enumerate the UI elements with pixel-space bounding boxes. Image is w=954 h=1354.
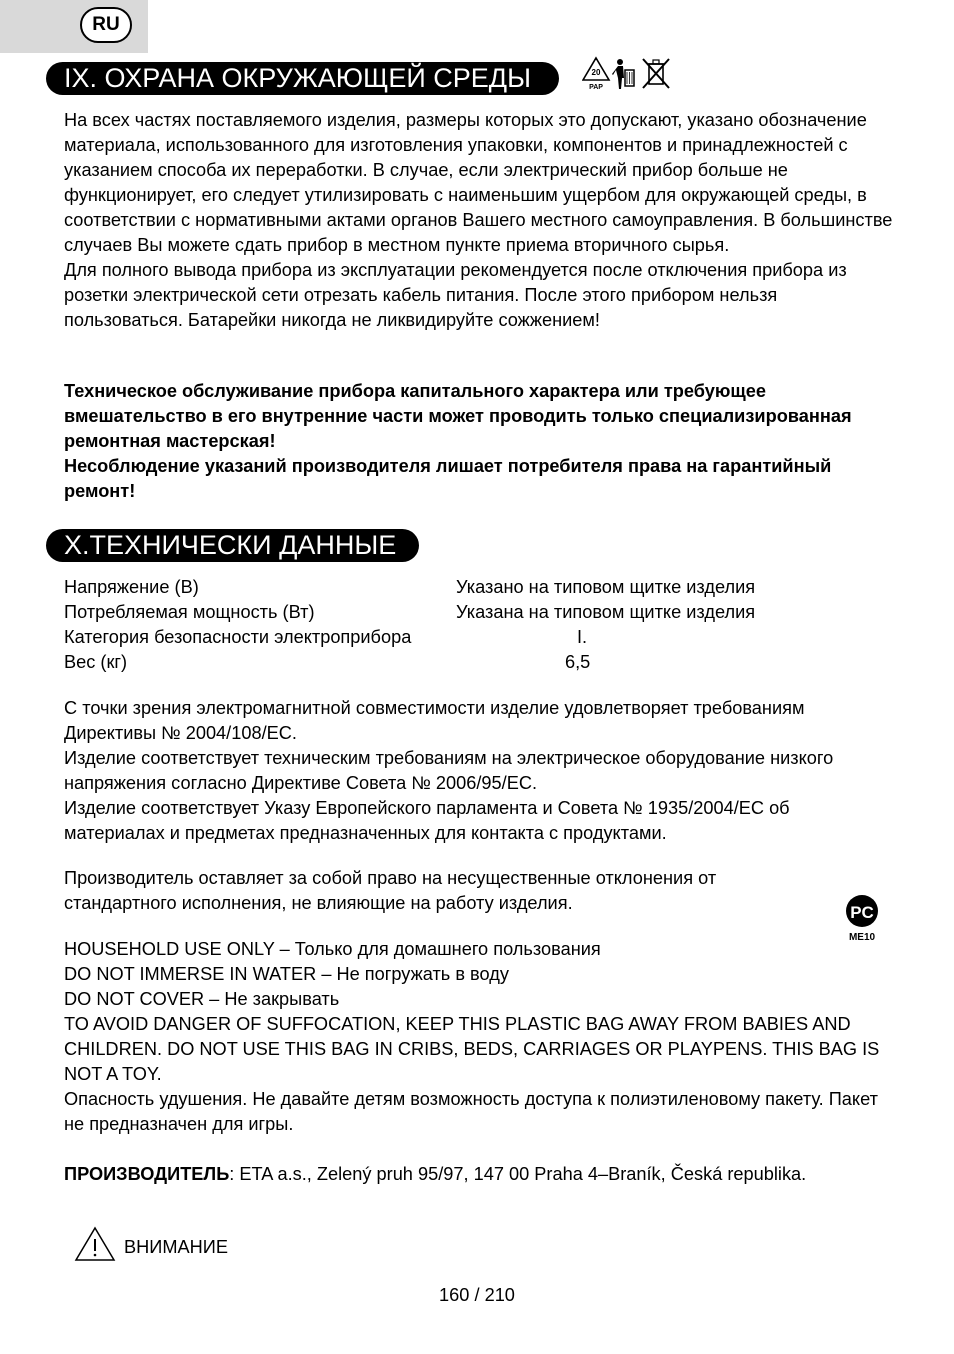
warnings-block <box>64 937 894 1137</box>
emc-compliance: С точки зрения электромагнитной совместимости изделие удовлетворяет требованиям Директивы № 2004/108/ЕС. <box>64 698 805 743</box>
section-9-title: IX. ОХРАНА ОКРУЖАЮЩЕЙ СРЕДЫ <box>46 62 559 95</box>
warning-line: DO NOT IMMERSE IN WATER – Не погружать в воду <box>64 964 509 984</box>
attention-label: ВНИМАНИЕ <box>124 1237 228 1257</box>
reserve-text: Производитель оставляет за собой право на несущественные отклонения от стандартного исполнения, не влияющие на работу изделия. <box>64 868 717 913</box>
spec-label: Напряжение (В) <box>64 577 199 597</box>
service-notice <box>64 379 864 504</box>
page-number <box>0 1283 954 1308</box>
warning-line: Опасность удушения. Не давайте детям возможность доступа к полиэтиленовому пакету. Пакет не предназначен для игры. <box>64 1089 878 1134</box>
recycle-icon <box>582 56 674 94</box>
spec-value: Указано на типовом щитке изделия <box>456 577 756 597</box>
spec-row <box>64 575 884 600</box>
manufacturer-block <box>64 1162 854 1187</box>
section-10-title: X.ТЕХНИЧЕСКИ ДАННЫЕ <box>46 529 419 562</box>
attention-row <box>74 1225 374 1265</box>
manufacturer-label: ПРОИЗВОДИТЕЛЬ <box>64 1164 230 1184</box>
language-badge-area <box>0 0 148 53</box>
environment-paragraph: На всех частях поставляемого изделия, размеры которых это допускают, указано обозначение материала, использованного для изготовления упаковки, компонентов и принадлежностей с указанием способа их переработки. В случае, если электрический прибор больше не функционирует, его следует утилизировать с наименьшим ущербом для окружающей среды, в соответствии с нормативными актами органов Вашего местного самоуправления. В большинстве случаев Вы можете сдать прибор в местном пункте приема вторичного сырья. <box>64 110 893 255</box>
compliance-text <box>64 696 894 846</box>
warning-line: HOUSEHOLD USE ONLY – Только для домашнего пользования <box>64 939 601 959</box>
spec-value: I. <box>577 627 588 647</box>
spec-label: Потребляемая мощность (Вт) <box>64 602 315 622</box>
page-current: 160 <box>439 1285 470 1305</box>
warranty-notice-text: Несоблюдение указаний производителя лишает потребителя права на гарантийный ремонт! <box>64 456 832 501</box>
warning-line: DO NOT COVER – Не закрывать <box>64 989 340 1009</box>
disposal-paragraph: Для полного вывода прибора из эксплуатации рекомендуется после отключения прибора из розетки электрической сети отрезать кабель питания. После этого прибором нельзя пользоваться. Батарейки никогда не ликвидируйте сожжением! <box>64 260 847 330</box>
svg-text:PAP: PAP <box>589 84 603 91</box>
spec-value: 6,5 <box>565 652 591 672</box>
language-badge: RU <box>80 7 132 43</box>
page-separator: / <box>469 1285 485 1305</box>
technical-data-table <box>64 575 884 675</box>
service-notice-text: Техническое обслуживание прибора капитального характера или требующее вмешательство в его внутренние части может проводить только специализированная ремонтная мастерская! <box>64 381 852 451</box>
warning-line: TO AVOID DANGER OF SUFFOCATION, KEEP THIS PLASTIC BAG AWAY FROM BABIES AND CHILDREN. DO NOT USE THIS BAG IN CRIBS, BEDS, CARRIAGES OR PLAYPENS. THIS BAG IS NOT A TOY. <box>64 1014 880 1084</box>
spec-row <box>64 600 884 625</box>
warning-triangle-icon <box>74 1225 116 1263</box>
manufacturer-address: : ETA a.s., Zelený pruh 95/97, 147 00 Praha 4–Braník, Česká republika. <box>229 1164 807 1184</box>
environment-icons <box>582 56 674 94</box>
svg-text:PC: PC <box>850 903 874 922</box>
spec-value: Указана на типовом щитке изделия <box>456 602 756 622</box>
page-total: 210 <box>484 1285 515 1305</box>
svg-text:20: 20 <box>591 68 601 77</box>
spec-label: Категория безопасности электроприбора <box>64 627 412 647</box>
manufacturer-reserve <box>64 866 824 916</box>
food-contact-compliance: Изделие соответствует Указу Европейского парламента и Совета № 1935/2004/ЕС об материалах и предметах предназначенных для контакта с продуктами. <box>64 798 790 843</box>
spec-row <box>64 650 884 675</box>
spec-row <box>64 625 884 650</box>
section-9-body <box>64 108 894 333</box>
svg-text:ME10: ME10 <box>848 932 876 943</box>
spec-label: Вес (кг) <box>64 652 128 672</box>
lvd-compliance: Изделие соответствует техническим требованиям на электрическое оборудование низкого напряжения согласно Директиве Совета № 2006/95/ЕС. <box>64 748 834 793</box>
